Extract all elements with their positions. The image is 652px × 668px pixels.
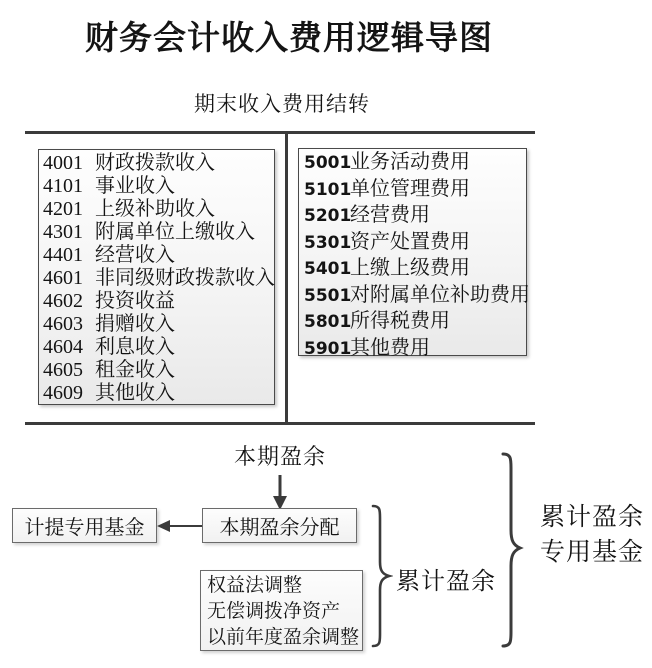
expense-accounts-box bbox=[298, 148, 530, 359]
page-title: 财务会计收入费用逻辑导图 bbox=[85, 19, 493, 56]
account-item: 5501对附属单位补助费用 bbox=[304, 283, 530, 306]
adjustment-item: 权益法调整 bbox=[207, 575, 303, 596]
account-item: 4609 其他收入 bbox=[43, 382, 175, 404]
arrow-down-icon bbox=[268, 473, 292, 511]
account-item: 5901其他费用 bbox=[304, 336, 430, 359]
account-item: 4602 投资收益 bbox=[43, 290, 175, 312]
adjustment-item: 以前年度盈余调整 bbox=[207, 627, 360, 648]
account-item: 5401上缴上级费用 bbox=[304, 257, 470, 279]
account-item: 5101单位管理费用 bbox=[304, 177, 470, 200]
account-item: 4605 租金收入 bbox=[43, 359, 175, 381]
surplus-distribution-label: 本期盈余分配 bbox=[219, 517, 340, 539]
account-item: 4001 财政拨款收入 bbox=[43, 152, 215, 174]
adjustment-item: 无偿调拨净资产 bbox=[207, 601, 341, 622]
account-item: 4604 利息收入 bbox=[43, 336, 175, 358]
adjustments-box bbox=[200, 570, 363, 651]
account-item: 4101 事业收入 bbox=[43, 175, 175, 197]
outer-brace-label-line1: 累计盈余 bbox=[540, 504, 645, 531]
account-item: 5301资产处置费用 bbox=[304, 230, 470, 253]
accumulated-surplus-label: 累计盈余 bbox=[396, 569, 496, 595]
accumulated-surplus-special-fund-label bbox=[540, 500, 644, 570]
t-account-title: 期末收入费用结转 bbox=[194, 92, 370, 116]
account-item: 5801所得税费用 bbox=[304, 310, 450, 332]
account-item: 4201 上级补助收入 bbox=[43, 198, 215, 220]
account-item: 5001业务活动费用 bbox=[304, 151, 470, 173]
surplus-distribution-box bbox=[202, 508, 357, 543]
outer-brace-label-line2: 专用基金 bbox=[540, 539, 645, 566]
t-account-divider-line bbox=[285, 131, 288, 425]
current-surplus-label: 本期盈余 bbox=[233, 444, 327, 469]
inner-brace-icon bbox=[369, 504, 393, 648]
account-item: 4401 经营收入 bbox=[43, 244, 175, 266]
accrue-special-fund-box bbox=[12, 508, 157, 543]
account-item: 4601 非同级财政拨款收入 bbox=[43, 267, 275, 289]
account-item: 5201经营费用 bbox=[304, 204, 430, 226]
income-accounts-box bbox=[38, 149, 275, 405]
account-item: 4603 捐赠收入 bbox=[43, 313, 175, 335]
account-item: 4301 附属单位上缴收入 bbox=[43, 221, 255, 243]
t-account-top-line bbox=[25, 131, 535, 134]
accrue-special-fund-label: 计提专用基金 bbox=[24, 517, 145, 539]
t-account-bottom-line bbox=[25, 422, 535, 425]
arrow-left-icon bbox=[156, 515, 204, 537]
outer-brace-icon bbox=[498, 452, 524, 648]
